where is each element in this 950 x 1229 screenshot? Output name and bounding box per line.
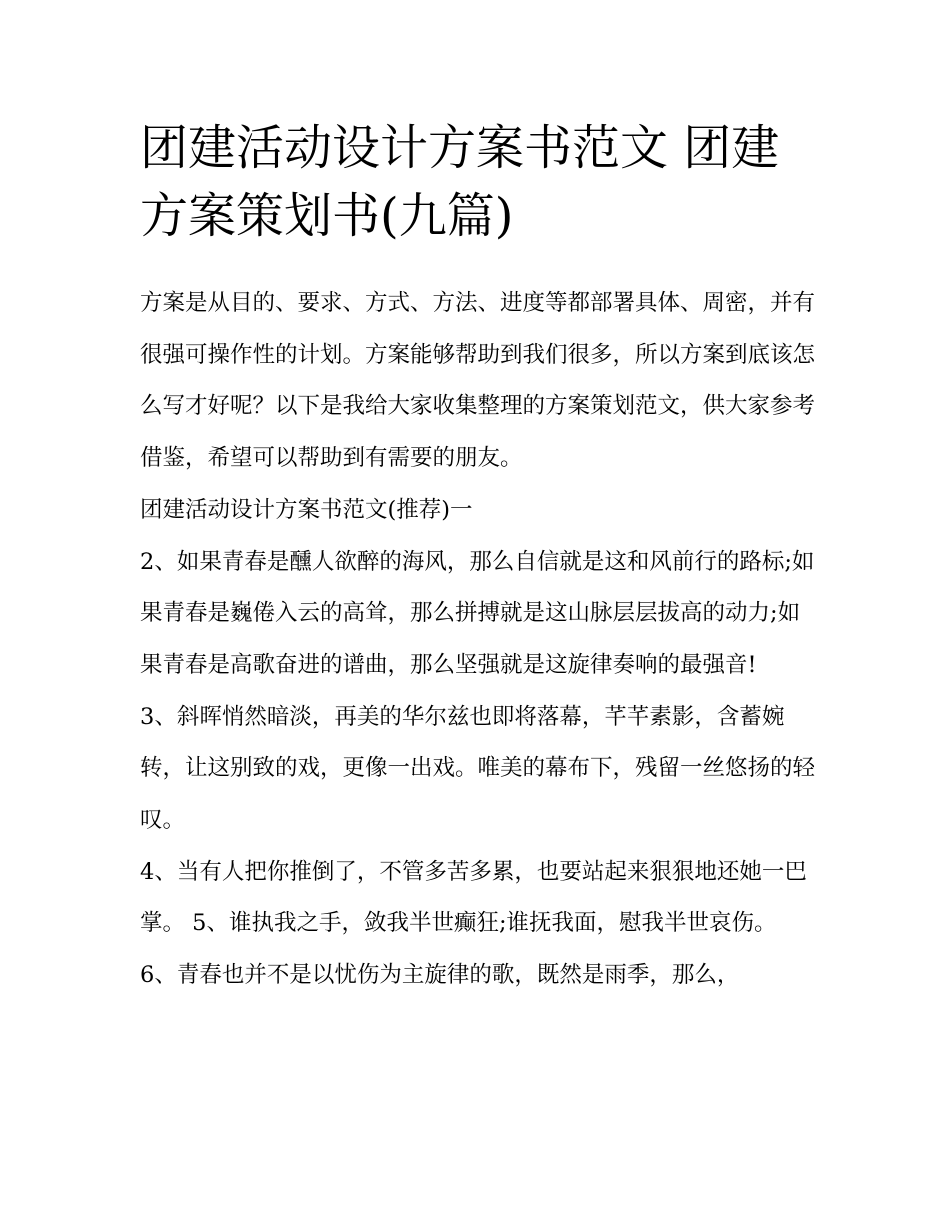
list-item-3: 3、斜晖悄然暗淡，再美的华尔兹也即将落幕，芊芊素影，含蓄婉转，让这别致的戏，更像一出戏。唯美的幕布下，残留一丝悠扬的轻叹。 [140, 703, 816, 834]
list-item-6: 6、青春也并不是以忧伤为主旋律的歌，既然是雨季，那么， [140, 962, 740, 989]
document-body [140, 278, 815, 1002]
list-item-2: 2、如果青春是醺人欲醉的海风，那么自信就是这和风前行的路标;如果青春是巍倦入云的高耸，那么拼搏就是这山脉层层拔高的动力;如果青春是高歌奋进的谱曲，那么坚强就是这旋律奏响的最强音! [140, 548, 815, 678]
intro-paragraph: 方案是从目的、要求、方式、方法、进度等都部署具体、周密，并有很强可操作性的计划。方案能够帮助到我们很多，所以方案到底该怎么写才好呢？以下是我给大家收集整理的方案策划范文，供大家参考借鉴，希望可以帮助到有需要的朋友。 [140, 290, 816, 472]
document-title: 团建活动设计方案书范文 团建方案策划书(九篇) [140, 120, 780, 244]
section-heading: 团建活动设计方案书范文(推荐)一 [140, 496, 473, 523]
list-item-4-5: 4、当有人把你推倒了，不管多苦多累，也要站起来狠狠地还她一巴掌。 5、谁执我之手，敛我半世癫狂;谁抚我面，慰我半世哀伤。 [140, 858, 807, 937]
